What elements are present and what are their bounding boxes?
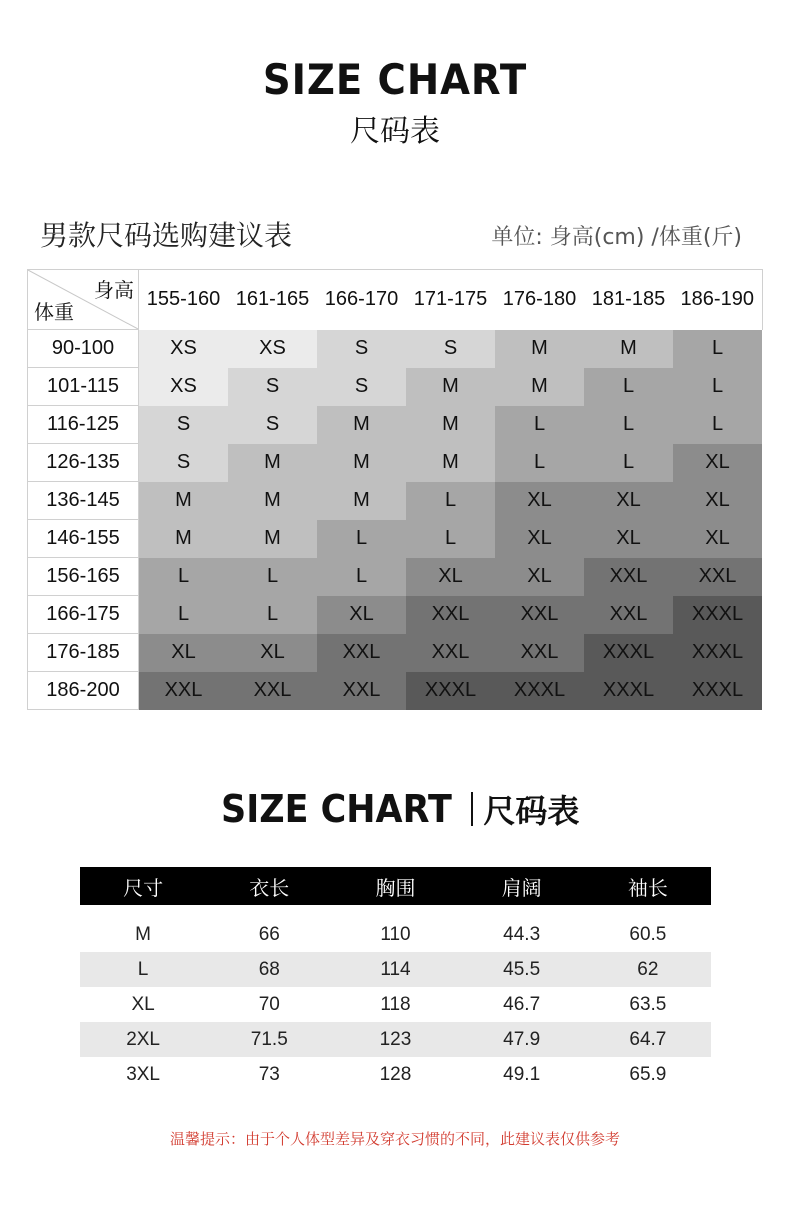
size-cell: XXXL	[673, 596, 762, 634]
height-header: 186-190	[673, 270, 762, 330]
size-cell: XL	[406, 558, 495, 596]
size-cell: L	[228, 596, 317, 634]
measurement-cell: L	[80, 952, 206, 987]
size-cell: L	[673, 330, 762, 368]
size-cell: XXL	[495, 634, 584, 672]
size-cell: L	[317, 520, 406, 558]
size-cell: XXXL	[584, 672, 673, 710]
measurement-cell: 64.7	[585, 1022, 711, 1057]
measurement-cell: 70	[258, 993, 280, 1015]
disclaimer-note: 温馨提示：由于个人体型差异及穿衣习惯的不同，此建议表仅供参考	[169, 1130, 620, 1148]
measurement-cell: 60.5	[629, 923, 667, 945]
height-header: 166-170	[317, 270, 406, 330]
header-shoulder: 肩阔	[459, 867, 585, 905]
header-size: 尺寸	[80, 867, 206, 905]
size-cell: L	[495, 444, 584, 482]
weight-label: 186-200	[28, 672, 139, 710]
size-cell: L	[673, 368, 762, 406]
size-cell: L	[139, 596, 229, 634]
weight-label: 126-135	[28, 444, 139, 482]
measurement-cell: 46.7	[503, 993, 541, 1015]
size-cell: XL	[673, 444, 762, 482]
measurement-cell: 3XL	[126, 1063, 160, 1085]
measurement-cell: XL	[131, 993, 155, 1015]
weight-label: 166-175	[28, 596, 139, 634]
header-chest: 胸围	[332, 867, 458, 905]
weight-row	[28, 406, 763, 444]
size-cell: XXXL	[673, 672, 762, 710]
size-cell: XL	[139, 634, 229, 672]
size-cell: XXXL	[584, 634, 673, 672]
size-cell: XS	[139, 330, 229, 368]
size-cell: XXXL	[673, 634, 762, 672]
measurement-cell: 2XL	[80, 1022, 206, 1057]
size-cell: M	[584, 330, 673, 368]
size-cell: S	[317, 368, 406, 406]
size-cell: XL	[673, 520, 762, 558]
height-header: 161-165	[228, 270, 317, 330]
size-cell: M	[317, 482, 406, 520]
size-cell: XL	[495, 482, 584, 520]
size-cell: S	[317, 330, 406, 368]
measurement-cell: 73	[258, 1063, 280, 1085]
corner-height-label: 身高	[94, 280, 134, 302]
measurement-cell: 63.5	[629, 993, 667, 1015]
size-cell: XXXL	[495, 672, 584, 710]
size-cell: M	[139, 482, 229, 520]
measurement-header-row	[80, 867, 711, 905]
measurement-row	[80, 987, 711, 1022]
height-header: 181-185	[584, 270, 673, 330]
size-cell: XXL	[317, 634, 406, 672]
size-cell: S	[139, 444, 229, 482]
size-cell: XXL	[495, 596, 584, 634]
size-cell: XXL	[139, 672, 229, 710]
weight-label: 90-100	[28, 330, 139, 368]
spacer-row	[80, 905, 711, 917]
weight-row	[28, 520, 763, 558]
size-cell: M	[317, 406, 406, 444]
size-cell: M	[228, 520, 317, 558]
size-cell: XXL	[317, 672, 406, 710]
size-cell: XXL	[584, 558, 673, 596]
measurement-cell: 128	[379, 1063, 412, 1085]
size-cell: M	[406, 406, 495, 444]
corner-cell	[28, 270, 139, 330]
size-cell: M	[495, 330, 584, 368]
size-cell: XL	[584, 482, 673, 520]
measurement-cell: M	[135, 923, 151, 945]
size-cell: S	[228, 368, 317, 406]
size-cell: L	[584, 444, 673, 482]
measurement-cell: 68	[206, 952, 332, 987]
measurement-cell: 123	[332, 1022, 458, 1057]
size-cell: XL	[228, 634, 317, 672]
size-cell: XS	[228, 330, 317, 368]
size-cell: L	[317, 558, 406, 596]
size-cell: L	[673, 406, 762, 444]
measurement-title-en: SIZE CHART	[220, 787, 452, 831]
measurement-title	[0, 786, 790, 832]
measurement-title-cn: 尺码表	[483, 792, 580, 830]
size-cell: M	[406, 368, 495, 406]
size-cell: S	[139, 406, 229, 444]
header-sleeve: 袖长	[585, 867, 711, 905]
measurement-table	[80, 867, 711, 1092]
measurement-row	[80, 917, 711, 952]
guide-unit: 单位: 身高(cm) /体重(斤)	[491, 225, 742, 250]
weight-row	[28, 482, 763, 520]
weight-row	[28, 368, 763, 406]
size-cell: S	[406, 330, 495, 368]
size-cell: M	[228, 444, 317, 482]
size-cell: XXL	[584, 596, 673, 634]
size-cell: L	[406, 520, 495, 558]
weight-row	[28, 444, 763, 482]
weight-row	[28, 672, 763, 710]
height-header: 176-180	[495, 270, 584, 330]
size-recommendation-table	[27, 269, 763, 710]
measurement-cell: 65.9	[629, 1063, 667, 1085]
size-cell: L	[139, 558, 229, 596]
weight-label: 146-155	[28, 520, 139, 558]
size-cell: XXXL	[406, 672, 495, 710]
weight-row	[28, 558, 763, 596]
guide-title: 男款尺码选购建议表	[40, 219, 293, 252]
page-title-cn: 尺码表	[350, 114, 440, 149]
size-cell: XS	[139, 368, 229, 406]
size-cell: XXL	[406, 596, 495, 634]
size-cell: M	[406, 444, 495, 482]
measurement-cell: 71.5	[206, 1022, 332, 1057]
measurement-row	[80, 1057, 711, 1092]
size-cell: L	[584, 406, 673, 444]
measurement-cell: 114	[332, 952, 458, 987]
size-cell: XL	[673, 482, 762, 520]
size-cell: M	[139, 520, 229, 558]
weight-row	[28, 634, 763, 672]
measurement-cell: 45.5	[459, 952, 585, 987]
size-cell: M	[495, 368, 584, 406]
height-header-row	[28, 270, 763, 330]
weight-row	[28, 330, 763, 368]
size-cell: S	[228, 406, 317, 444]
measurement-cell: 66	[258, 923, 280, 945]
header-length: 衣长	[206, 867, 332, 905]
size-cell: M	[317, 444, 406, 482]
measurement-cell: 110	[380, 923, 411, 945]
measurement-cell: 44.3	[503, 923, 541, 945]
measurement-cell: 118	[380, 993, 411, 1015]
measurement-cell: 49.1	[503, 1063, 541, 1085]
size-cell: XXL	[673, 558, 762, 596]
page-title-en: SIZE CHART	[262, 55, 528, 104]
measurement-row	[80, 952, 711, 987]
measurement-row	[80, 1022, 711, 1057]
weight-label: 101-115	[28, 368, 139, 406]
weight-row	[28, 596, 763, 634]
height-header: 171-175	[406, 270, 495, 330]
size-cell: XXL	[228, 672, 317, 710]
size-cell: L	[584, 368, 673, 406]
size-cell: XL	[495, 558, 584, 596]
size-cell: L	[228, 558, 317, 596]
measurement-cell: 62	[585, 952, 711, 987]
size-cell: XL	[584, 520, 673, 558]
height-header: 155-160	[139, 270, 229, 330]
weight-label: 116-125	[28, 406, 139, 444]
size-cell: XL	[317, 596, 406, 634]
corner-weight-label: 体重	[34, 302, 74, 324]
measurement-cell: 47.9	[459, 1022, 585, 1057]
weight-label: 176-185	[28, 634, 139, 672]
weight-label: 156-165	[28, 558, 139, 596]
weight-label: 136-145	[28, 482, 139, 520]
size-cell: XXL	[406, 634, 495, 672]
size-cell: L	[495, 406, 584, 444]
size-cell: L	[406, 482, 495, 520]
size-cell: XL	[495, 520, 584, 558]
size-cell: M	[228, 482, 317, 520]
title-divider	[471, 792, 473, 826]
